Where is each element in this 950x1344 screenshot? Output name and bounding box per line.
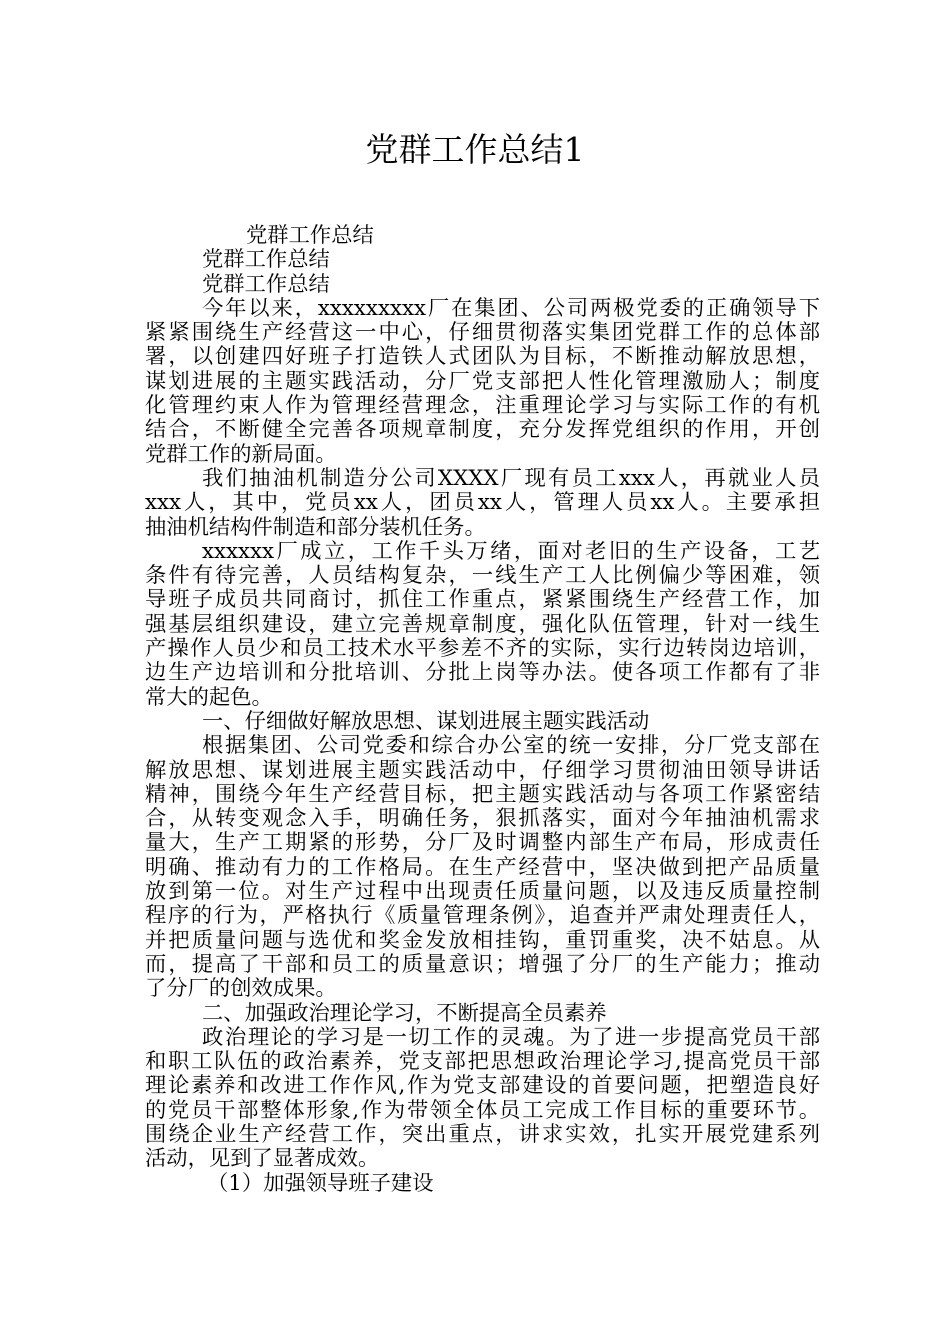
body-text-line: 根据集团、公司党委和综合办公室的统一安排，分厂党支部在 — [202, 734, 820, 759]
body-text-line: 今年以来，xxxxxxxxx厂在集团、公司两极党委的正确领导下 — [202, 296, 820, 321]
body-text-line: 围绕企业生产经营工作，突出重点，讲求实效，扎实开展党建系列 — [145, 1122, 820, 1147]
body-text-line: 一、仔细做好解放思想、谋划进展主题实践活动 — [202, 708, 650, 734]
body-text-line: 并把质量问题与选优和奖金发放相挂钩，重罚重奖，决不姑息。从 — [145, 928, 820, 953]
body-text-line: 而，提高了干部和员工的质量意识；增强了分厂的生产能力；推动 — [145, 952, 820, 977]
body-text-line: 党群工作总结 — [246, 223, 374, 248]
body-text-line: 放到第一位。对生产过程中出现责任质量问题，以及违反质量控制 — [145, 880, 820, 905]
body-text-line: xxx人，其中，党员xx人，团员xx人，管理人员xx人。主要承担 — [145, 491, 820, 516]
body-text-line: 谋划进展的主题实践活动，分厂党支部把人性化管理激励人；制度 — [145, 369, 820, 394]
body-text-line: 结合，不断健全完善各项规章制度，充分发挥党组织的作用，开创 — [145, 418, 820, 443]
body-text-line: 条件有待完善，人员结构复杂，一线生产工人比例偏少等困难，领 — [145, 564, 820, 589]
body-text-line: 党群工作总结 — [202, 247, 330, 273]
body-text-line: 理论素养和改进工作作风,作为党支部建设的首要问题，把塑造良好 — [145, 1074, 820, 1099]
body-text-line: 程序的行为，严格执行《质量管理条例》，追查并严肃处理责任人， — [145, 904, 820, 929]
body-text-line: （1）加强领导班子建设 — [207, 1170, 434, 1196]
body-text-line: 产操作人员少和员工技术水平参差不齐的实际，实行边转岗边培训， — [145, 637, 820, 662]
body-text-line: 化管理约束人作为管理经营理念，注重理论学习与实际工作的有机 — [145, 394, 820, 419]
body-text-line: 的党员干部整体形象,作为带领全体员工完成工作目标的重要环节。 — [145, 1098, 820, 1123]
body-text-line: 抽油机结构件制造和部分装机任务。 — [145, 514, 486, 540]
body-text-line: 量大，生产工期紧的形势，分厂及时调整内部生产布局，形成责任 — [145, 831, 820, 856]
body-text-line: 了分厂的创效成果。 — [145, 976, 337, 1002]
body-text-line: 强基层组织建设，建立完善规章制度，强化队伍管理，针对一线生 — [145, 612, 820, 637]
body-text-line: 政治理论的学习是一切工作的灵魂。为了进一步提高党员干部 — [202, 1025, 820, 1050]
body-text-line: 明确、推动有力的工作格局。在生产经营中，坚决做到把产品质量 — [145, 855, 820, 880]
body-text-line: 党群工作的新局面。 — [145, 441, 337, 467]
body-text-line: xxxxxx厂成立，工作千头万绪，面对老旧的生产设备，工艺 — [202, 539, 820, 564]
body-text-line: 和职工队伍的政治素养，党支部把思想政治理论学习,提高党员干部 — [145, 1050, 820, 1075]
body-text-line: 常大的起色。 — [145, 684, 273, 710]
document-body — [145, 224, 820, 1196]
body-text-line: 合，从转变观念入手，明确任务，狠抓落实，面对今年抽油机需求 — [145, 807, 820, 832]
document-title: 党群工作总结1 — [365, 130, 585, 169]
body-text-line: 导班子成员共同商讨，抓住工作重点，紧紧围绕生产经营工作，加 — [145, 588, 820, 613]
body-text-line: 边生产边培训和分批培训、分批上岗等办法。使各项工作都有了非 — [145, 661, 820, 686]
body-text-line: 紧紧围绕生产经营这一中心，仔细贯彻落实集团党群工作的总体部 — [145, 321, 820, 346]
body-text-line: 活动，见到了显著成效。 — [145, 1146, 380, 1172]
body-text-line: 二、加强政治理论学习，不断提高全员素养 — [202, 1000, 607, 1026]
body-text-line: 解放思想、谋划进展主题实践活动中，仔细学习贯彻油田领导讲话 — [145, 758, 820, 783]
body-text-line: 党群工作总结 — [202, 271, 330, 297]
body-text-line: 署，以创建四好班子打造铁人式团队为目标，不断推动解放思想， — [145, 345, 820, 370]
body-text-line: 我们抽油机制造分公司XXXX厂现有员工xxx人，再就业人员 — [202, 466, 820, 491]
body-text-line: 精神，围绕今年生产经营目标，把主题实践活动与各项工作紧密结 — [145, 782, 820, 807]
